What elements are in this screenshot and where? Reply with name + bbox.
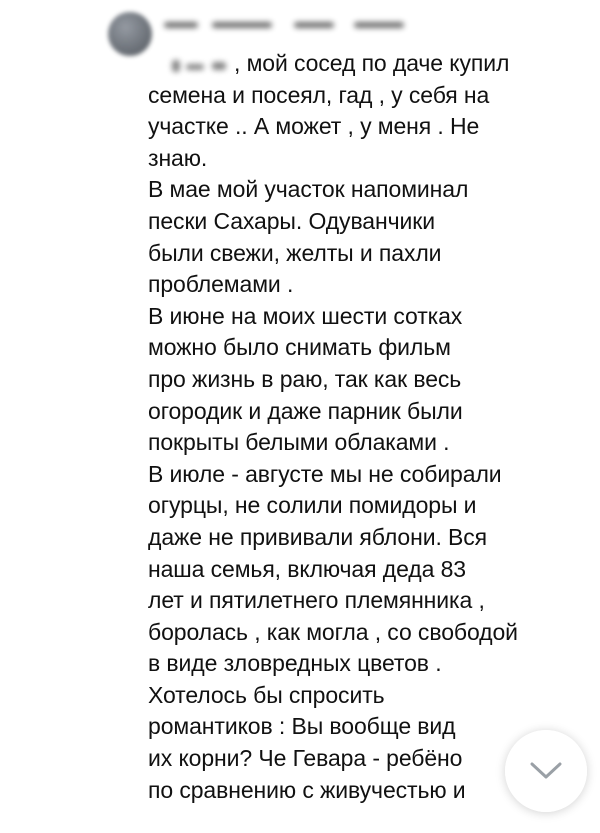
message-line: участке .. А может , у меня . Не xyxy=(148,113,480,140)
message-line: огурцы, не солили помидоры и xyxy=(148,492,477,519)
message-line: знаю. xyxy=(148,144,208,171)
avatar[interactable] xyxy=(108,12,152,56)
message-line: проблемами . xyxy=(148,271,294,298)
message-header xyxy=(100,8,460,48)
message-line: В июле - августе мы не собирали xyxy=(148,460,502,487)
message-line: огородик и даже парник были xyxy=(148,397,463,424)
scroll-down-button[interactable] xyxy=(505,730,587,812)
message-line: покрыты белыми облаками . xyxy=(148,429,450,456)
message-line: наша семья, включая деда 83 xyxy=(148,555,466,582)
message-line: пески Сахары. Одуванчики xyxy=(148,207,435,234)
message-line: можно было снимать фильм xyxy=(148,334,451,361)
message-line: В мае мой участок напоминал xyxy=(148,176,469,203)
message-text xyxy=(148,48,588,806)
message-line: семена и посеял, гад , у себя на xyxy=(148,81,490,108)
message-line: Хотелось бы спросить xyxy=(148,681,385,708)
message-line: были свежи, желты и пахли xyxy=(148,239,442,266)
message-line: по сравнению с живучестью и xyxy=(148,776,466,803)
message-line: романтиков : Вы вообще вид xyxy=(148,713,456,740)
chevron-down-icon xyxy=(529,761,563,781)
message-line: про жизнь в раю, так как весь xyxy=(148,365,462,392)
message-line: даже не прививали яблони. Вся xyxy=(148,523,488,550)
message-line: в виде зловредных цветов . xyxy=(148,650,442,677)
message-line: их корни? Че Гевара - ребёно xyxy=(148,745,463,772)
message-line: В июне на моих шести сотках xyxy=(148,302,463,329)
author-name-redacted xyxy=(164,20,414,34)
message-line: , мой сосед по даче купил xyxy=(234,50,510,76)
message-line: лет и пятилетнего племянника , xyxy=(148,587,485,614)
message-line: боролась , как могла , со свободой xyxy=(148,618,518,645)
